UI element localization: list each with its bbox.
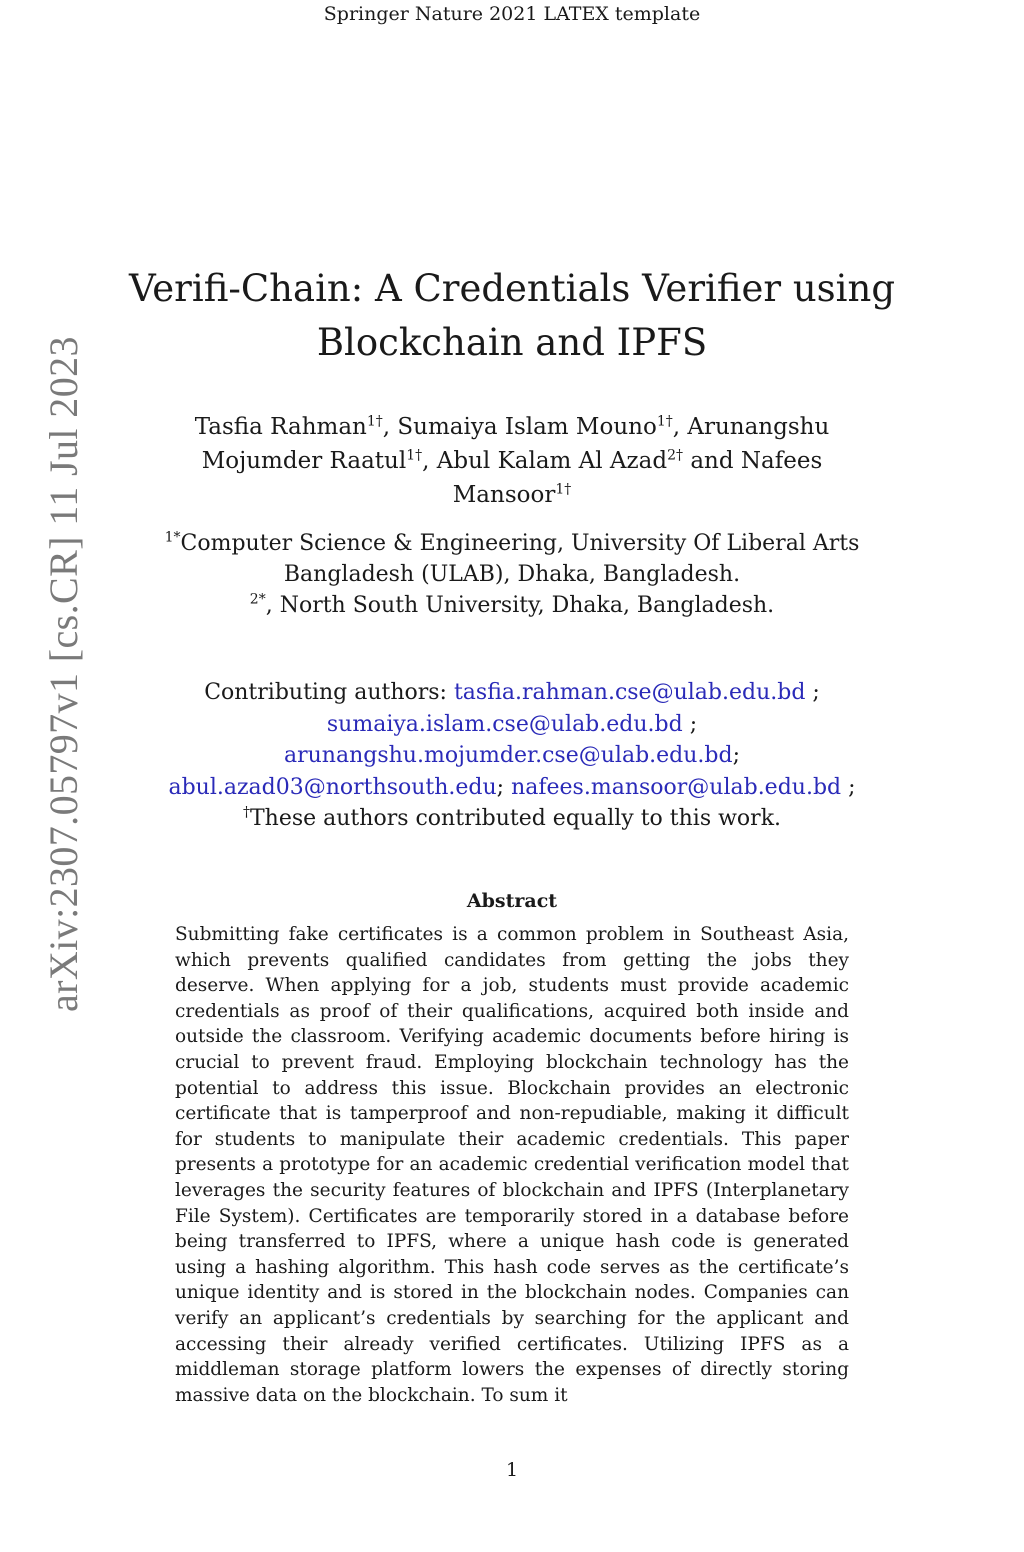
author-separator: and: [683, 448, 741, 474]
page-number: 1: [505, 1459, 519, 1481]
author-affiliation-mark: 1†: [406, 447, 423, 464]
author-name: Nafees Mansoor: [452, 448, 823, 508]
affiliation-text: Computer Science & Engineering, University Of Liberal Arts Bangladesh (ULAB), Dhaka, Bangladesh.: [180, 531, 860, 587]
affiliations: [130, 528, 894, 621]
author-name: Sumaiya Islam Mouno: [397, 414, 657, 440]
author-list: [150, 410, 874, 512]
author-name: Abul Kalam Al Azad: [436, 448, 668, 474]
author-affiliation-mark: 1†: [366, 413, 383, 430]
email-separator: ;: [732, 743, 740, 768]
paper-title: Verifi-Chain: A Credentials Verifier using Blockchain and IPFS: [128, 267, 896, 364]
abstract-body: Submitting fake certificates is a common problem in Southeast Asia, which prevents qualified candidates from getting the jobs they deserve. When applying for a job, students must provide academic credentials as proof of their qualifications, acquired both inside and outside the classroom. Verifying academic documents before hiring is crucial to prevent fraud. Employing blockchain technology has the potential to address this issue. Blockchain provides an electronic certificate that is tamperproof and non-repudiable, making it difficult for students to manipulate their academic credentials. This paper presents a prototype for an academic credential verification model that leverages the security features of blockchain and IPFS (Interplanetary File System). Certificates are temporarily stored in a database before being transferred to IPFS, where a unique hash code is generated using a hashing algorithm. This hash code serves as the certificate’s unique identity and is stored in the blockchain nodes. Companies can verify an applicant’s credentials by searching for the applicant and accessing their already verified certificates. Utilizing IPFS as a middleman storage platform lowers the expenses of directly storing massive data on the blockchain. To sum it: [175, 924, 849, 1406]
email-separator: ;: [682, 711, 698, 737]
affiliation-mark: 2*: [249, 591, 266, 608]
author-affiliation-mark: 2†: [667, 447, 684, 464]
author-affiliation-mark: 1†: [555, 481, 572, 498]
arxiv-identifier-stamp[interactable]: arXiv:2307.05797v1 [cs.CR] 11 Jul 2023: [41, 336, 86, 1012]
email-link[interactable]: sumaiya.islam.cse@ulab.edu.bd: [326, 711, 683, 737]
abstract-heading: Abstract: [466, 890, 558, 912]
contributing-label: Contributing authors:: [204, 680, 454, 705]
affiliation-1: [130, 528, 894, 590]
author-separator: ,: [422, 448, 437, 474]
author-affiliation-mark: 1†: [656, 413, 673, 430]
affiliation-mark: 1*: [164, 529, 181, 546]
email-link[interactable]: arunangshu.mojumder.cse@ulab.edu.bd: [284, 743, 733, 768]
email-separator: ;: [841, 774, 856, 800]
email-separator: ;: [805, 680, 820, 705]
email-link[interactable]: abul.azad03@northsouth.edu: [168, 774, 497, 800]
email-separator: ;: [496, 774, 505, 800]
affiliation-2: [130, 590, 894, 621]
dagger-mark: †: [242, 804, 250, 821]
contributing-authors: [130, 677, 894, 835]
equal-contribution-note: These authors contributed equally to this work.: [249, 806, 782, 831]
author-name: Arunangshu Mojumder Raatul: [201, 414, 830, 474]
running-header: Springer Nature 2021 LATEX template: [323, 3, 701, 25]
author-separator: ,: [382, 414, 398, 440]
author-separator: ,: [672, 414, 688, 440]
email-link[interactable]: tasfia.rahman.cse@ulab.edu.bd: [453, 680, 806, 705]
email-link[interactable]: nafees.mansoor@ulab.edu.bd: [511, 774, 842, 800]
affiliation-text: , North South University, Dhaka, Bangladesh.: [265, 593, 775, 618]
author-name: Tasfia Rahman: [194, 414, 367, 440]
